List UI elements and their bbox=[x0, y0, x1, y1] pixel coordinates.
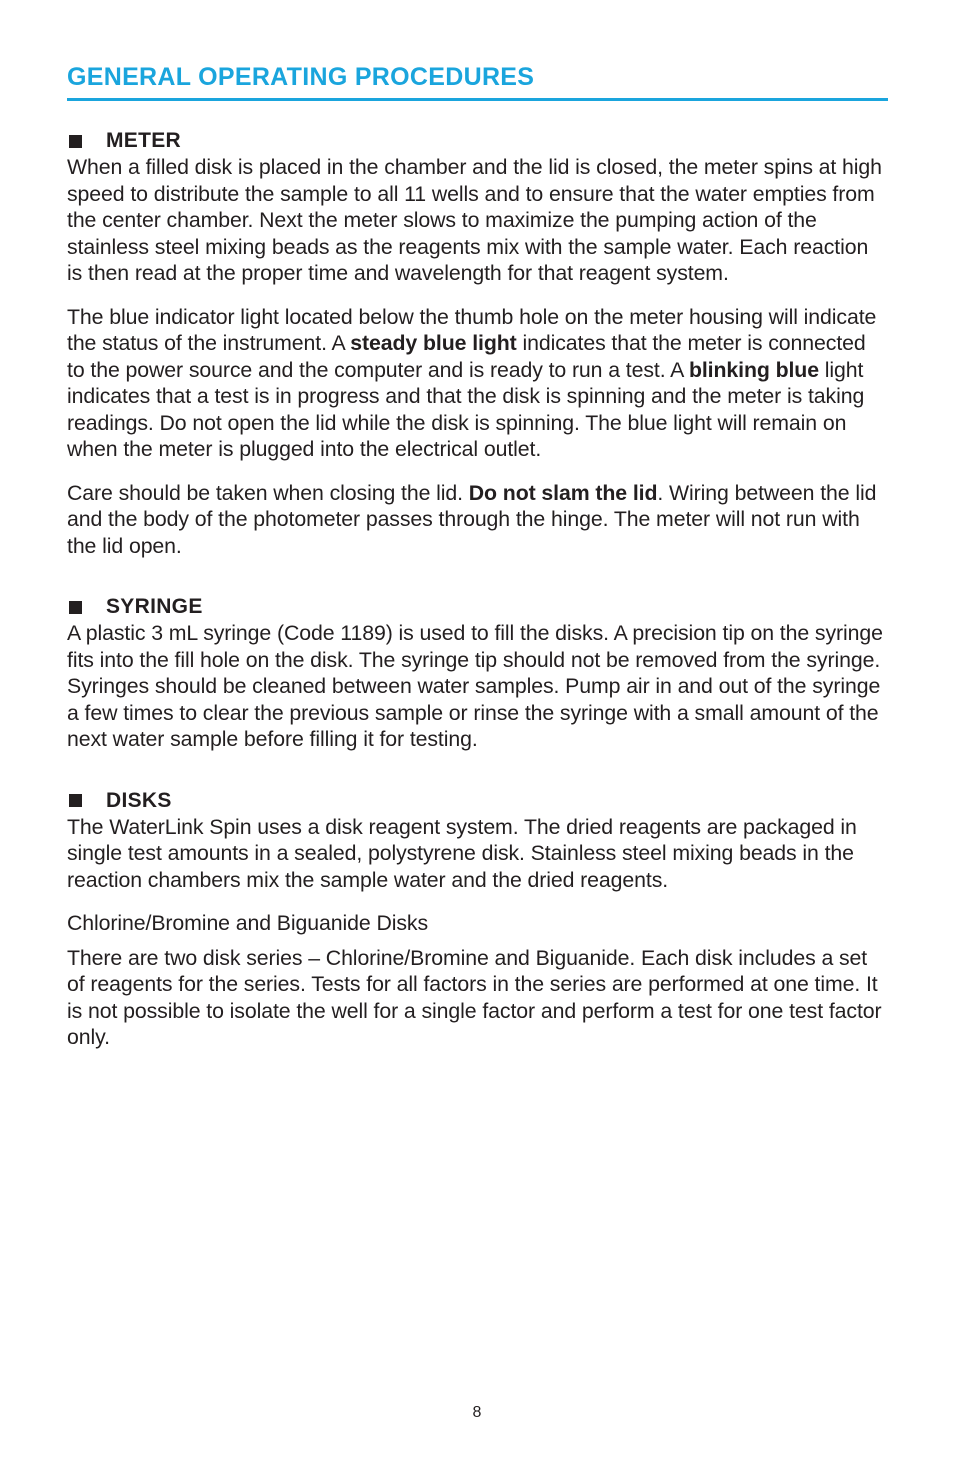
meter-p3-text-c: . Wiring between the lid and the body of the photometer passes through the hinge. The meter will not run with the lid open. bbox=[67, 480, 877, 558]
square-bullet-icon bbox=[69, 601, 82, 614]
meter-p2-text-a: The blue indicator light located below the thumb hole on the meter housing will indicate the status of the instrument. A bbox=[67, 304, 877, 355]
page-number: 8 bbox=[472, 1404, 482, 1421]
do-not-slam-emphasis: Do not slam the lid bbox=[468, 480, 658, 505]
meter-heading-text: METER bbox=[106, 129, 181, 152]
disks-paragraph-1: The WaterLink Spin uses a disk reagent system. The dried reagents are packaged in single test amounts in a sealed, polystyrene disk. Stainless steel mixing beads in the reaction chambers mix the sample water and the dried reagents. bbox=[67, 814, 857, 892]
meter-p3-text-a: Care should be taken when closing the lid. bbox=[67, 480, 469, 505]
square-bullet-icon bbox=[69, 794, 82, 807]
meter-paragraph-3 bbox=[67, 480, 888, 560]
document-page bbox=[67, 60, 888, 1051]
meter-paragraph-1: When a filled disk is placed in the chamber and the lid is closed, the meter spins at high speed to distribute the sample to all 11 wells and to ensure that the water empties from the center chamber. Next the meter slows to maximize the pumping action of the stainless steel mixing beads as the reagents mix with the sample water. Each reaction is then read at the proper time and wavelength for that reagent system. bbox=[67, 155, 882, 285]
syringe-section bbox=[67, 594, 888, 753]
page-title: GENERAL OPERATING PROCEDURES bbox=[67, 60, 888, 101]
syringe-heading bbox=[67, 594, 888, 620]
steady-blue-light-emphasis: steady blue light bbox=[350, 331, 517, 355]
meter-p2-text-c: indicates that the meter is connected to the power source and the computer and is ready to run a test. A bbox=[67, 331, 866, 382]
meter-section bbox=[67, 128, 888, 559]
disks-paragraph-2: There are two disk series – Chlorine/Bromine and Biguanide. Each disk includes a set of reagents for the series. Tests for all factors in the series are performed at one time. It is not possible to isolate the well for a single factor and perform a test for one test factor only. bbox=[67, 945, 882, 1049]
disks-subheading: Chlorine/Bromine and Biguanide Disks bbox=[67, 911, 429, 935]
blinking-blue-emphasis: blinking blue bbox=[688, 357, 819, 382]
syringe-paragraph-1: A plastic 3 mL syringe (Code 1189) is used to fill the disks. A precision tip on the syringe fits into the fill hole on the disk. The syringe tip should not be removed from the syringe. Syringes should be cleaned between water samples. Pump air in and out of the syringe a few times to clear the previous sample or rinse the syringe with a small amount of the next water sample before filling it for testing. bbox=[67, 621, 883, 751]
disks-section bbox=[67, 788, 888, 1051]
meter-heading bbox=[67, 128, 888, 154]
disks-heading bbox=[67, 788, 888, 814]
square-bullet-icon bbox=[69, 135, 82, 148]
syringe-heading-text: SYRINGE bbox=[106, 595, 203, 618]
meter-paragraph-2 bbox=[67, 304, 888, 463]
disks-heading-text: DISKS bbox=[106, 788, 172, 812]
meter-p2-text-e: light indicates that a test is in progress and that the disk is spinning and the meter is taking readings. Do not open the lid while the disk is spinning. The blue light will remain on when the meter is plugged into the electrical outlet. bbox=[67, 357, 865, 461]
